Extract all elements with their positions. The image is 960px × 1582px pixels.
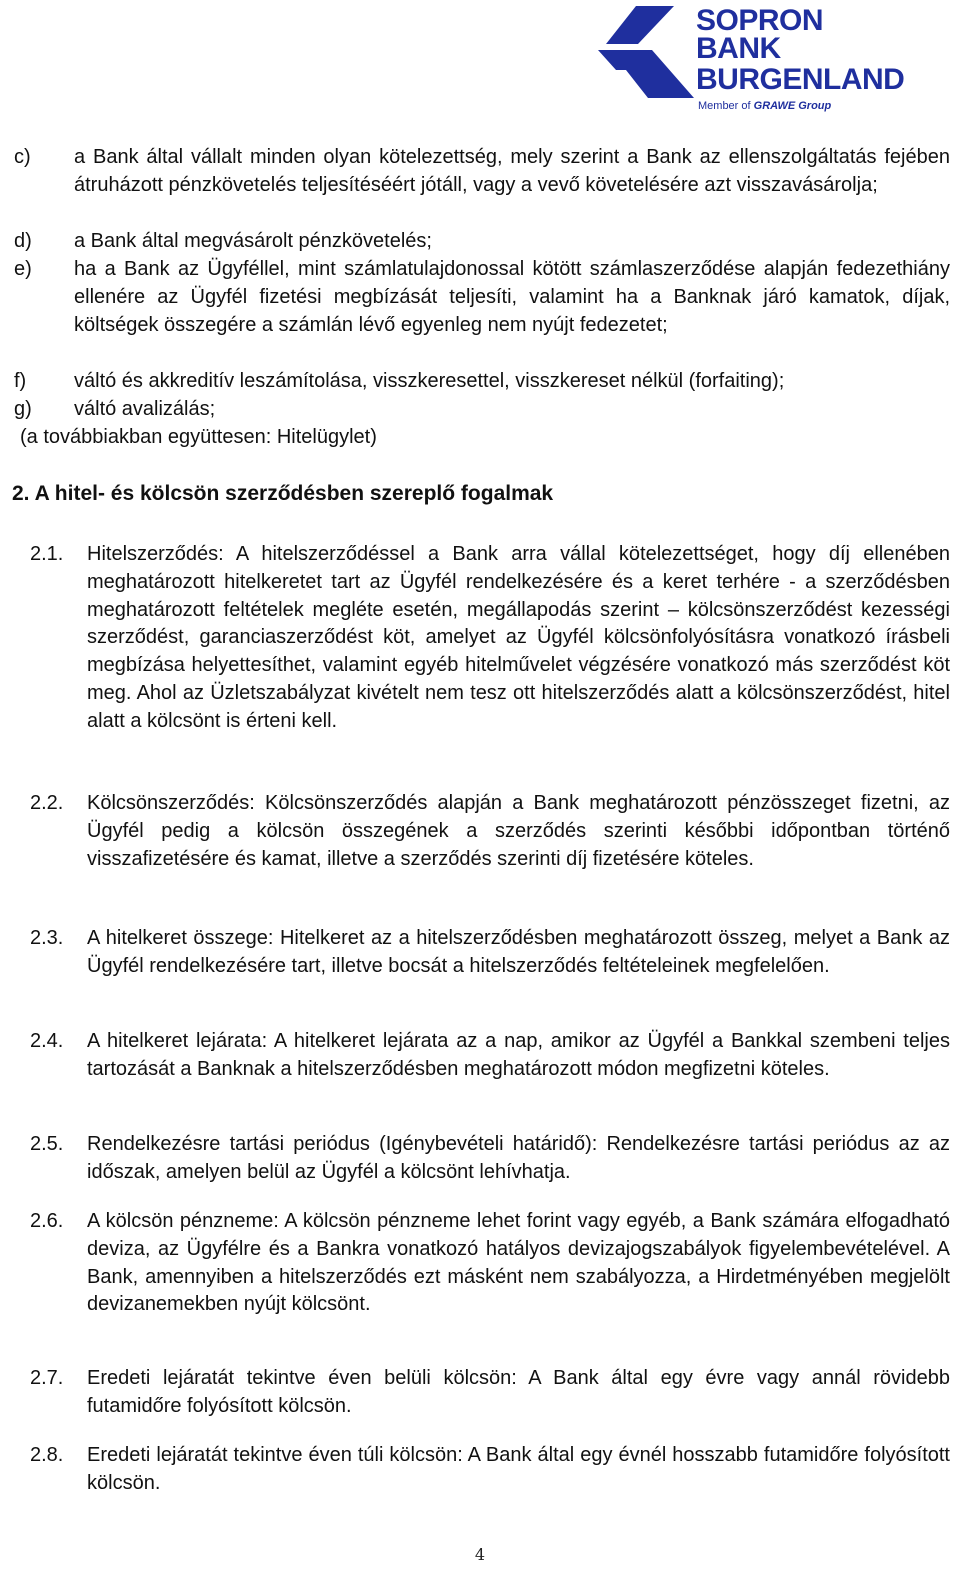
list-letter: g) — [14, 398, 32, 420]
definition-number: 2.6. — [30, 1210, 64, 1232]
list-text: a Bank által vállalt minden olyan kötelezettség, mely szerint a Bank az ellenszolgáltatás fejében átruházott pénzkövetelés teljesítéséért jótáll, vagy a vevő követelésére azt visszavásárolja; — [74, 146, 950, 196]
list-text: váltó és akkreditív leszámítolása, visszkeresettel, visszkereset nélkül (forfaiting); — [74, 370, 785, 392]
list-letter: c) — [14, 146, 31, 168]
definition-number: 2.8. — [30, 1444, 64, 1466]
definition-number: 2.1. — [30, 543, 64, 565]
list-text: ha a Bank az Ügyféllel, mint számlatulajdonossal kötött számlaszerződése alapján fedezethiány ellenére az Ügyfél fizetési megbízását teljesíti, valamint ha a Banknak járó kamatok, díjak, költségek összegére a számlán lévő egyenleg nem nyújt fedezetet; — [74, 258, 950, 336]
list-letter: e) — [14, 258, 32, 280]
definition-2-6 — [30, 1208, 950, 1319]
logo-member-group: GRAWE Group — [753, 100, 832, 112]
list-item-f — [14, 367, 950, 395]
logo-mark-icon — [598, 4, 698, 100]
summary-note: (a továbbiakban együttesen: Hitelügylet) — [20, 426, 377, 448]
definition-number: 2.7. — [30, 1367, 64, 1389]
section-heading: 2. A hitel- és kölcsön szerződésben szereplő fogalmak — [12, 482, 554, 505]
definition-number: 2.3. — [30, 927, 64, 949]
definition-2-8 — [30, 1442, 950, 1498]
logo-member-prefix: Member of — [698, 100, 754, 112]
definition-text: A kölcsön pénzneme: A kölcsön pénzneme lehet forint vagy egyéb, a Bank számára elfogadható deviza, az Ügyfélre és a Bankra vonatkozó hatályos devizajogszabályok figyelembevételével. A Bank, amennyiben a hitelszerződés ezt másként nem szabályozza, a Hirdetményében megjelölt devizanemekben nyújt kölcsönt. — [87, 1210, 950, 1316]
logo-member-line — [698, 100, 831, 112]
definition-number: 2.2. — [30, 792, 64, 814]
definition-text: A hitelkeret lejárata: A hitelkeret lejárata az a nap, amikor az Ügyfél a Bankkal szembeni teljes tartozását a Banknak a hitelszerződésben meghatározott módon megfizetni köteles. — [87, 1030, 950, 1080]
list-text: a Bank által megvásárolt pénzkövetelés; — [74, 230, 432, 252]
definition-text: Eredeti lejáratát tekintve éven belüli kölcsön: A Bank által egy évre vagy annál rövidebb futamidőre folyósított kölcsön. — [87, 1367, 950, 1417]
page-number: 4 — [474, 1545, 486, 1564]
definition-2-7 — [30, 1365, 950, 1421]
list-text: váltó avalizálás; — [74, 398, 216, 420]
list-letter: d) — [14, 230, 32, 252]
definition-2-4 — [30, 1028, 950, 1084]
list-item-g — [14, 395, 950, 423]
definition-2-1 — [30, 541, 950, 736]
logo-text-bank: BANK — [696, 32, 781, 65]
definition-number: 2.4. — [30, 1030, 64, 1052]
definition-text: Kölcsönszerződés: Kölcsönszerződés alapján a Bank meghatározott pénzösszeget fizetni, az Ügyfél pedig a kölcsön összegének a szerződés szerinti későbbi időpontban történő visszafizetésére és kamat, illetve a szerződés szerinti díj fizetésére köteles. — [87, 792, 950, 870]
list-letter: f) — [14, 370, 27, 392]
definition-text: Eredeti lejáratát tekintve éven túli kölcsön: A Bank által egy évnél hosszabb futamidőre folyósított kölcsön. — [87, 1444, 950, 1494]
definition-2-2 — [30, 790, 950, 873]
definition-2-3 — [30, 925, 950, 981]
bank-logo — [598, 4, 938, 116]
definition-2-5 — [30, 1131, 950, 1187]
definition-text: A hitelkeret összege: Hitelkeret az a hitelszerződésben meghatározott összeg, melyet a Bank az Ügyfél rendelkezésére tart, illetve bocsát a hitelszerződés feltételeinek megfelelően. — [87, 927, 950, 977]
definition-text: Hitelszerződés: A hitelszerződéssel a Bank arra vállal kötelezettséget, hogy díj ellenében meghatározott hitelkeretet tart az Ügyfél rendelkezésére és a keret terhére - a szerződésben meghatározott feltételek megléte esetén, megállapodás szerint – kölcsönszerződést kezességi szerződést, garanciaszerződést köt, amelyet az Ügyfél kölcsönfolyósításra vonatkozó írásbeli megbízása helyettesíthet, valamint egyéb hitelművelet végzésére vonatkozó más szerződést köt meg. Ahol az Üzletszabályzat kivételt nem tesz ott hitelszerződés alatt a kölcsönszerződést, hitel alatt a kölcsönt is érteni kell. — [87, 543, 950, 732]
list-item-d — [14, 227, 950, 255]
list-item-c — [14, 143, 950, 199]
logo-text-burgenland: BURGENLAND — [696, 63, 905, 96]
list-item-e — [14, 255, 950, 339]
definition-number: 2.5. — [30, 1133, 64, 1155]
definition-text: Rendelkezésre tartási periódus (Igénybevételi határidő): Rendelkezésre tartási periódus az az időszak, amelyen belül az Ügyfél a kölcsönt lehívhatja. — [87, 1133, 950, 1183]
logo-text-sopron: SOPRON — [696, 4, 824, 37]
